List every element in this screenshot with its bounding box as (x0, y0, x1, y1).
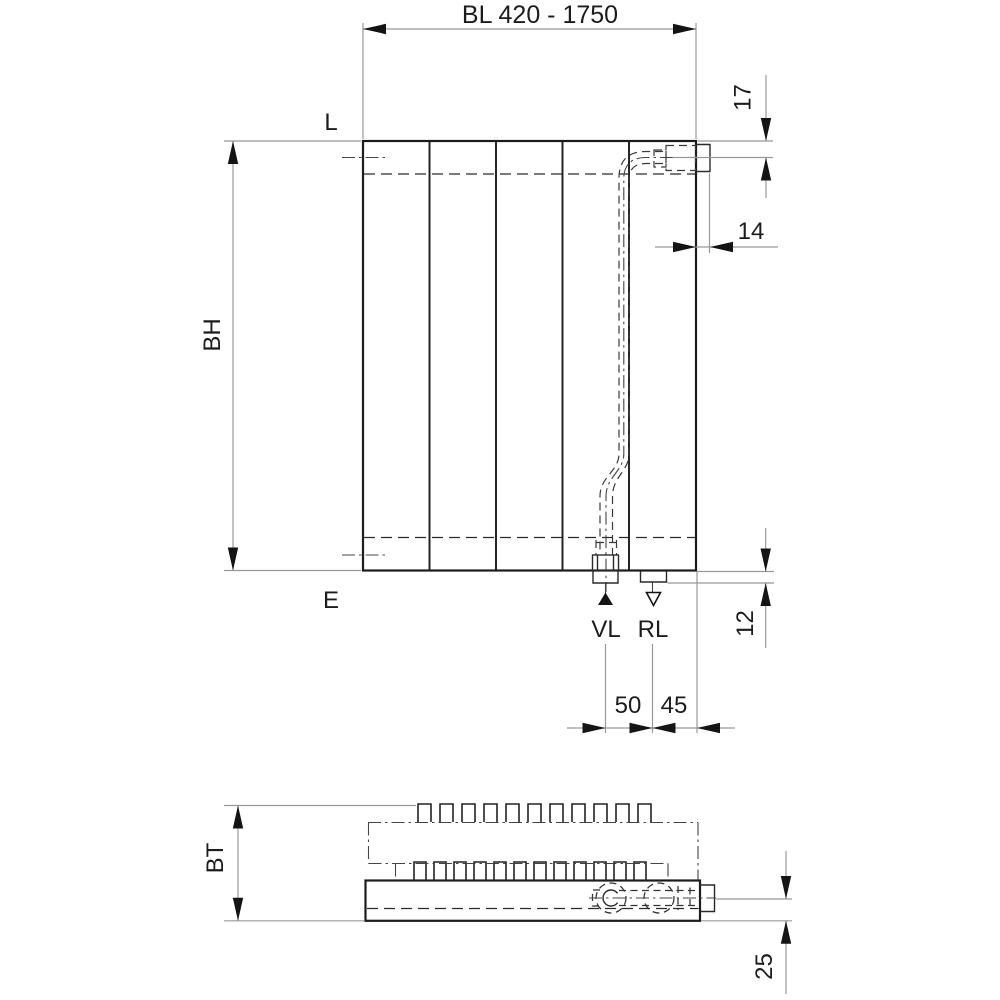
dim-bottom-offset-text: 12 (732, 610, 759, 637)
dim-17 (673, 75, 774, 198)
dim-top-offset-text: 17 (729, 84, 757, 111)
pipe-wall-outer (600, 152, 663, 556)
dim-wall-offset-text: 25 (751, 953, 778, 980)
dim-length-text: BL 420 - 1750 (461, 1, 619, 29)
front-view (342, 141, 710, 606)
label-bottom-line: E (322, 587, 340, 614)
dim-25 (701, 851, 792, 994)
dim-supply-spacing-text: 50 (614, 692, 642, 719)
dim-17-arrows (761, 118, 771, 181)
rl-connection-stub (641, 572, 667, 583)
dim-bl-lines (363, 23, 696, 139)
dim-14 (655, 173, 778, 253)
phantom-outline (368, 823, 698, 881)
label-supply: VL (591, 616, 621, 643)
dim-depth-text: BT (202, 842, 229, 874)
rl-flow-marker (647, 593, 661, 606)
vl-flow-marker (598, 593, 613, 606)
dim-bt (202, 806, 416, 921)
dim-12-arrows (761, 549, 771, 607)
upper-fin-row (418, 804, 651, 822)
hidden-header-lines (364, 174, 695, 538)
internal-pipe (593, 152, 674, 593)
dim-bh (199, 141, 361, 571)
dim-return-spacing-text: 45 (660, 692, 688, 719)
dim-25-lines (701, 851, 792, 994)
dim-25-arrows (781, 876, 791, 944)
dim-height-text: BH (199, 318, 226, 352)
dim-12 (668, 528, 775, 648)
radiator-outline (363, 141, 696, 571)
dim-17-lines (673, 75, 774, 198)
valve-cap-hidden (654, 150, 666, 167)
label-return: RL (637, 616, 669, 643)
plan-view (366, 804, 717, 921)
dim-side-offset-text: 14 (737, 218, 765, 245)
dim-bh-lines (224, 141, 361, 571)
lower-fin-row (414, 862, 646, 881)
pipe-center-line (606, 158, 673, 593)
dim-50-45-arrows (583, 723, 721, 733)
label-top-line: L (324, 109, 338, 136)
pipe-wall-inner (613, 164, 664, 556)
panel-dividers (430, 141, 630, 571)
dim-bl (363, 1, 696, 139)
